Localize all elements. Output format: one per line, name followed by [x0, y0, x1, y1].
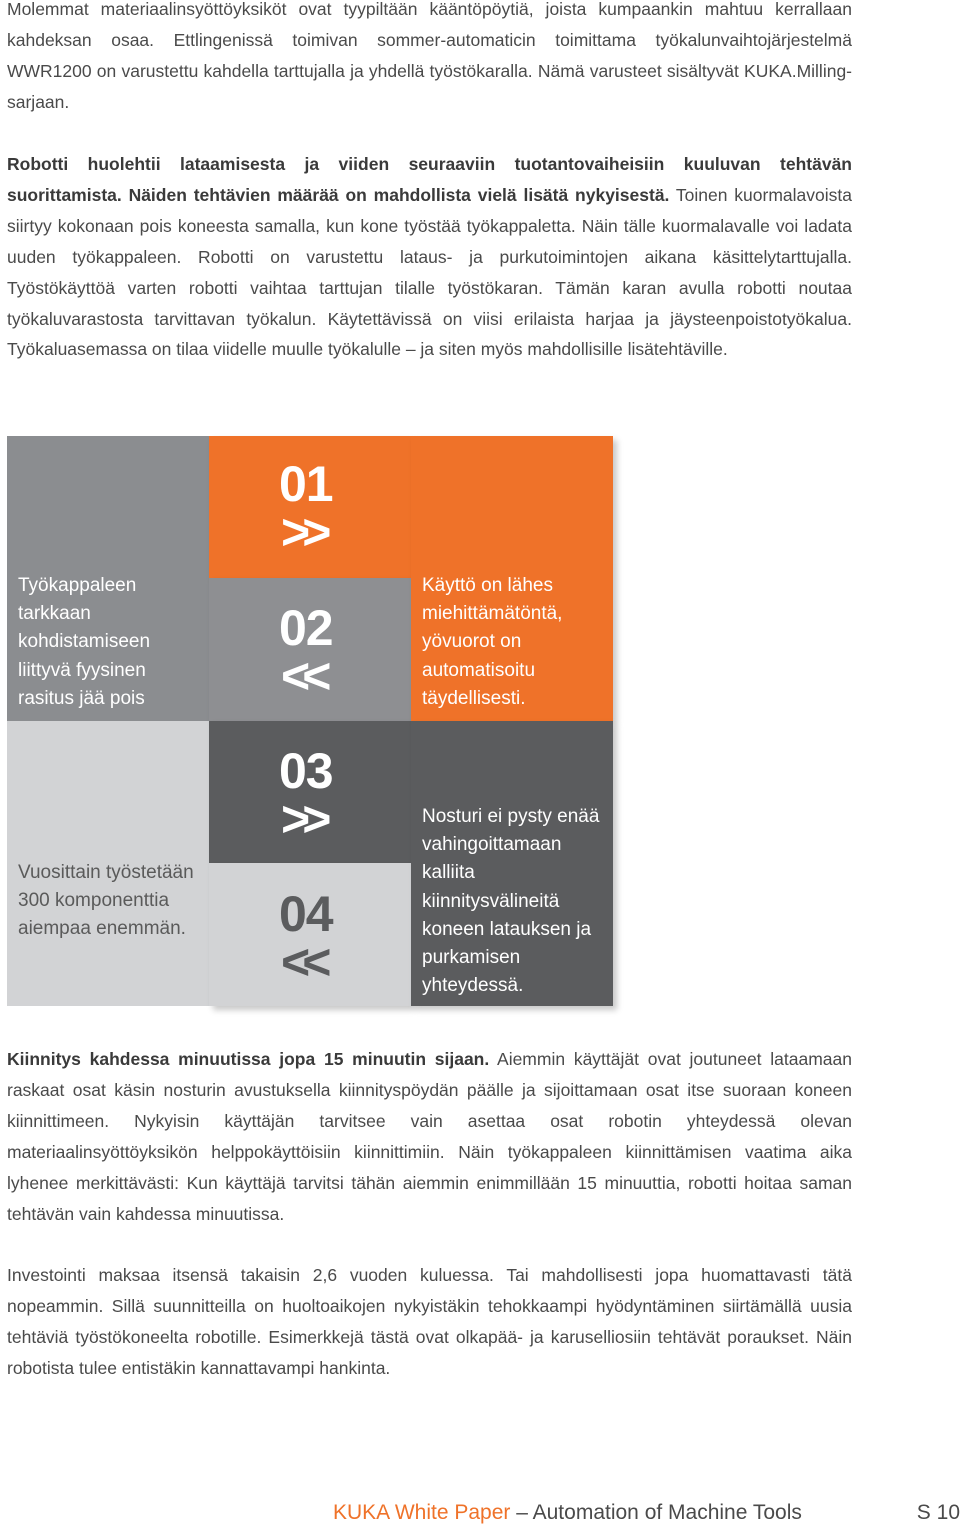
step-04-number: 04 — [279, 886, 333, 942]
robot-section-lead: Robotti huolehtii lataamisesta ja viiden seuraaviin tuotantovaiheisiin kuuluvan tehtävän suorittamista. Näiden tehtävien määrää on mahdollista vielä lisätä nykyisestä. — [7, 154, 852, 205]
step-01-arrow-icon: >> — [281, 504, 324, 560]
page-number: S 10 — [916, 1501, 960, 1524]
intro-paragraph: Molemmat materiaalinsyöttöyksiköt ovat tyypiltään kääntöpöytiä, joista kumpaankin mahtuu kerrallaan kahdeksan osaa. Ettlingenissä toimivan sommer-automaticin toimittama työkalunvaihtojärjestelmä WWR1200 on varustettu kahdella tarttujalla ja yhdellä työstökaralla. Nämä varusteet sisältyvät KUKA.Milling-sarjaan. — [7, 0, 852, 112]
step-02-number: 02 — [279, 600, 333, 656]
footer-brand: KUKA White Paper — [333, 1501, 511, 1524]
clamping-section-paragraph — [7, 1044, 852, 1229]
step-03-number: 03 — [279, 743, 333, 799]
benefits-infographic — [7, 436, 613, 1006]
right-bottom-text: Nosturi ei pysty enää vahingoittamaan kalliita kiinnitysvälineitä koneen latauksen ja purkamisen yhteydessä. — [422, 806, 600, 997]
left-bottom-text: Vuosittain työstetään 300 komponenttia aiempaa enemmän. — [18, 862, 194, 940]
right-bottom-tile — [411, 721, 613, 1006]
clamping-section-lead: Kiinnitys kahdessa minuutissa jopa 15 minuutin sijaan. — [7, 1049, 490, 1069]
robot-section-paragraph — [7, 149, 852, 365]
right-top-text: Käyttö on lähes miehittämätöntä, yövuorot on automatisoitu täydellisesti. — [422, 575, 563, 709]
investment-paragraph: Investointi maksaa itsensä takaisin 2,6 vuoden kuluessa. Tai mahdollisesti jopa huomattavasti tätä nopeammin. Sillä suunnitteilla on huoltoaikojen nykyistäkin tehokkaampi hyödyntäminen siirtämällä uusia tehtäviä työstökoneelta robotille. Esimerkkejä tästä ovat olkapää- ja karuselliosiin tehtävät poraukset. Näin robotista tulee entistäkin kannattavampi hankinta. — [7, 1265, 852, 1378]
step-01-tile — [209, 436, 411, 578]
left-bottom-tile — [7, 721, 209, 1006]
page-footer — [333, 1498, 960, 1528]
step-04-arrow-icon: << — [281, 934, 324, 990]
left-top-text: Työkappaleen tarkkaan kohdistamiseen liittyvä fyysinen rasitus jää pois — [18, 575, 151, 709]
step-02-arrow-icon: << — [281, 648, 324, 704]
left-top-tile — [7, 436, 209, 721]
step-03-tile — [209, 721, 411, 863]
right-top-tile — [411, 436, 613, 721]
footer-separator: – — [510, 1501, 533, 1524]
step-04-tile — [209, 863, 411, 1006]
robot-section-body: Toinen kuormalavoista siirtyy kokonaan pois koneesta samalla, kun kone työstää työkappaletta. Näin tälle kuormalavalle voi ladata uuden työkappaleen. Robotti on varustettu lataus- ja purkutoimintojen aikana käsittelytarttujalla. Työstökäyttöä varten robotti vaihtaa tarttujan tilalle työstökaran. Tämän karan avulla robotti noutaa työkaluvarastosta tarvittavan työkalun. Käytettävissä on viisi erilaista harjaa ja jäysteenpoistotyökalua. Työkaluasemassa on tilaa viidelle muulle työkalulle – ja siten myös mahdollisille lisätehtäville. — [7, 184, 852, 360]
step-03-arrow-icon: >> — [281, 791, 324, 847]
clamping-section-body: Aiemmin käyttäjät ovat joutuneet lataamaan raskaat osat käsin nosturin avustuksella kiinnityspöydän päälle ja sijoittamaan osat itse suoraan koneen kiinnittimeen. Nykyisin käyttäjän tarvitsee vain asettaa osat robotin yhteydessä olevan materiaalinsyöttöyksikön helppokäyttöisiin kiinnittimiin. Näin työkappaleen kiinnittämisen vaatima aika lyhenee merkittävästi: Kun käyttäjä tarvitsi tähän aiemmin enimmillään 15 minuuttia, robotti hoitaa saman tehtävän vain kahdessa minuutissa. — [7, 1049, 852, 1224]
footer-title: Automation of Machine Tools — [532, 1501, 802, 1524]
step-01-number: 01 — [279, 456, 333, 512]
step-02-tile — [209, 578, 411, 721]
